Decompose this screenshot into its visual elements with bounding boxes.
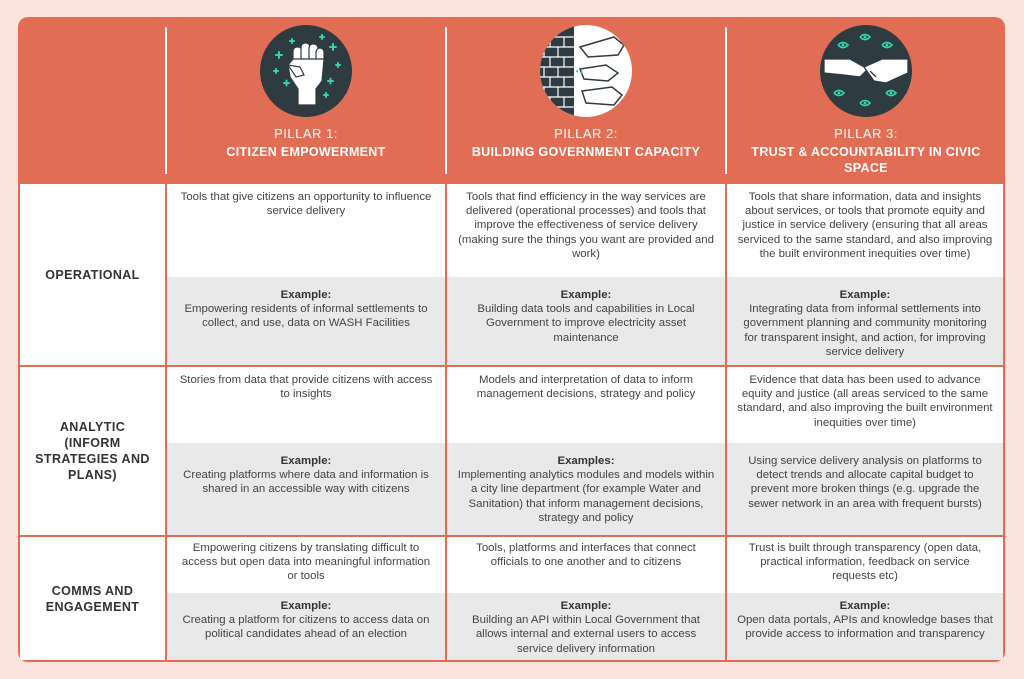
example-cell <box>167 593 445 660</box>
example-cell <box>447 277 725 365</box>
example-text: Building an API within Local Government that allows internal and external users to access service delivery information <box>472 614 700 655</box>
example-cell <box>727 593 1003 660</box>
example-text: Integrating data from informal settlements into government planning and community monitoring for transparent insight, and action, for improving service delivery <box>743 303 987 358</box>
pillar-name: TRUST & ACCOUNTABILITY IN CIVIC SPACE <box>751 145 981 175</box>
example-label: Example: <box>280 289 332 301</box>
example-label: Example: <box>280 600 332 612</box>
pillar-number: PILLAR 2: <box>554 126 618 141</box>
table-cell: Stories from data that provide citizens with access to insights <box>167 367 445 443</box>
example-text: Using service delivery analysis on platforms to detect trends and allocate capital budget to prevent more broken things (e.g. upgrade the sewer network in an area with frequent bursts) <box>748 455 982 510</box>
pillars-framework-table <box>18 17 1005 662</box>
example-label: Example: <box>839 289 891 301</box>
pillar-number: PILLAR 3: <box>834 126 898 141</box>
raised-fist-icon <box>260 25 352 117</box>
example-cell <box>727 277 1003 365</box>
example-label: Example: <box>560 289 612 301</box>
table-cell: Tools that find efficiency in the way services are delivered (operational processes) and tools that improve the effectiveness of service delivery (making sure the things you want are provided and work) <box>447 184 725 277</box>
example-text: Creating a platform for citizens to access data on political candidates ahead of an election <box>182 614 430 641</box>
row-label-comms: COMMS AND ENGAGEMENT <box>20 537 165 660</box>
example-label: Example: <box>280 455 332 467</box>
row-label-analytic: ANALYTIC (INFORM STRATEGIES AND PLANS) <box>20 367 165 535</box>
pillar-name: BUILDING GOVERNMENT CAPACITY <box>471 145 701 159</box>
table-cell: Tools, platforms and interfaces that connect officials to one another and to citizens <box>447 537 725 593</box>
table-cell: Empowering citizens by translating difficult to access but open data into meaningful information or tools <box>167 537 445 593</box>
pillar-2-header <box>447 17 725 184</box>
example-text: Building data tools and capabilities in Local Government to improve electricity asset maintenance <box>477 303 695 344</box>
row-label-operational: OPERATIONAL <box>20 184 165 365</box>
hands-building-wall-icon <box>540 25 632 117</box>
example-text: Empowering residents of informal settlements to collect, and use, data on WASH Facilities <box>184 303 428 330</box>
table-cell: Models and interpretation of data to inform management decisions, strategy and policy <box>447 367 725 443</box>
pillar-number: PILLAR 1: <box>274 126 338 141</box>
table-header <box>18 17 1005 184</box>
example-cell <box>727 443 1003 535</box>
example-text: Implementing analytics modules and models within a city line department (for example Water and Sanitation) that inform management decisions, strategy and policy <box>457 469 715 524</box>
example-label: Example: <box>560 600 612 612</box>
example-label: Example: <box>839 600 891 612</box>
pillar-name: CITIZEN EMPOWERMENT <box>226 145 386 159</box>
pillar-1-header <box>167 17 445 184</box>
example-cell <box>167 443 445 535</box>
table-cell: Tools that give citizens an opportunity to influence service delivery <box>167 184 445 277</box>
example-label: Examples: <box>557 455 615 467</box>
table-body <box>18 184 1005 662</box>
example-cell <box>447 593 725 660</box>
handshake-eyes-icon <box>820 25 912 117</box>
example-text: Creating platforms where data and information is shared in an accessible way with citizens <box>183 469 429 496</box>
pillar-3-header <box>727 17 1005 184</box>
table-cell: Trust is built through transparency (open data, practical information, feedback on service requests etc) <box>727 537 1003 593</box>
table-cell: Tools that share information, data and insights about services, or tools that promote equity and justice in service delivery (ensuring that all areas serviced to the same standard, and also improving the built environment inequities over time) <box>727 184 1003 277</box>
example-cell <box>167 277 445 365</box>
table-cell: Evidence that data has been used to advance equity and justice (all areas serviced to the same standard, and also improving the built environment inequities over time) <box>727 367 1003 443</box>
example-cell <box>447 443 725 535</box>
example-text: Open data portals, APIs and knowledge bases that provide access to information and transparency <box>737 614 993 641</box>
